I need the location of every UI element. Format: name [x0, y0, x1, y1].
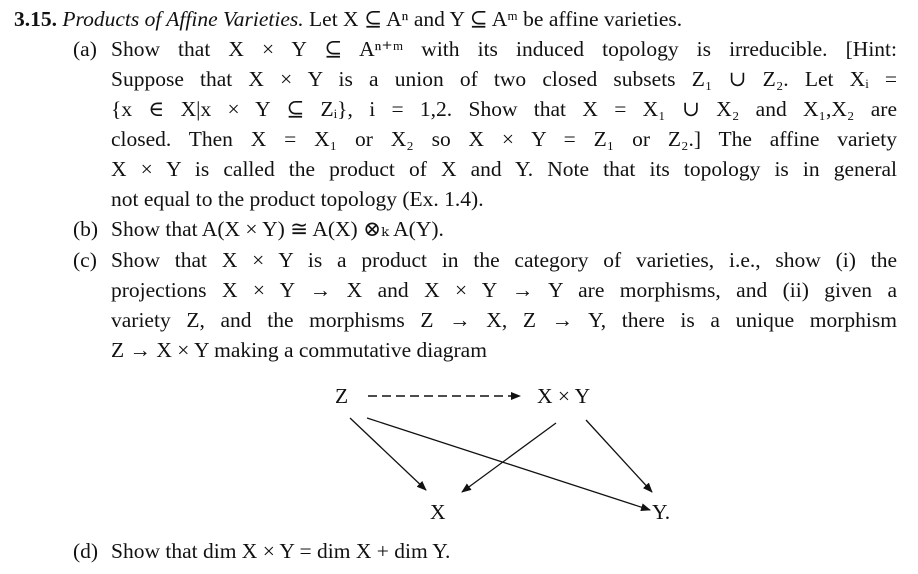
part-a-line-2: Suppose that X × Y is a union of two closed subsets Z₁ ∪ Z₂. Let Xᵢ =: [111, 67, 897, 91]
exercise-title: Products of Affine Varieties.: [62, 7, 304, 31]
part-a-line-5: X × Y is called the product of X and Y. Note that its topology is in general: [111, 157, 897, 181]
diagram-node-z: Z: [335, 384, 349, 408]
part-a-line-4: closed. Then X = X₁ or X₂ so X × Y = Z₁ or Z₂.] The affine variety: [111, 127, 897, 151]
part-b-line-1: Show that A(X × Y) ≅ A(X) ⊗ₖ A(Y).: [111, 217, 444, 241]
part-c-line-4: Z → X × Y making a commutative diagram: [111, 338, 487, 362]
part-c-line-2: projections X × Y → X and X × Y → Y are morphisms, and (ii) given a: [111, 278, 897, 302]
part-c-label: (c): [73, 248, 97, 272]
part-a-line-1: Show that X × Y ⊆ Aⁿ⁺ᵐ with its induced topology is irreducible. [Hint:: [111, 37, 897, 61]
part-a-label: (a): [73, 37, 97, 61]
arrow-z-to-x: [350, 418, 426, 490]
part-b-label: (b): [73, 217, 99, 241]
diagram-node-x: X: [430, 500, 446, 524]
part-a-line-6: not equal to the product topology (Ex. 1.4).: [111, 187, 484, 211]
exercise-number: 3.15.: [14, 7, 57, 31]
exercise-intro: Let X ⊆ Aⁿ and Y ⊆ Aᵐ be affine varieties.: [309, 7, 683, 31]
diagram-node-x-times-y: X × Y: [537, 384, 591, 408]
arrow-z-to-y: [367, 418, 650, 510]
part-a-line-3: {x ∈ X|x × Y ⊆ Zᵢ}, i = 1,2. Show that X = X₁ ∪ X₂ and X₁,X₂ are: [111, 97, 897, 121]
part-d-label: (d): [73, 539, 99, 563]
part-c-line-1: Show that X × Y is a product in the category of varieties, i.e., show (i) the: [111, 248, 897, 272]
part-c-line-3: variety Z, and the morphisms Z → X, Z → Y, there is a unique morphism: [111, 308, 897, 332]
arrow-product-to-y: [586, 420, 652, 492]
arrow-product-to-x: [462, 423, 556, 492]
diagram-node-y: Y.: [652, 500, 671, 524]
part-d-line-1: Show that dim X × Y = dim X + dim Y.: [111, 539, 451, 563]
